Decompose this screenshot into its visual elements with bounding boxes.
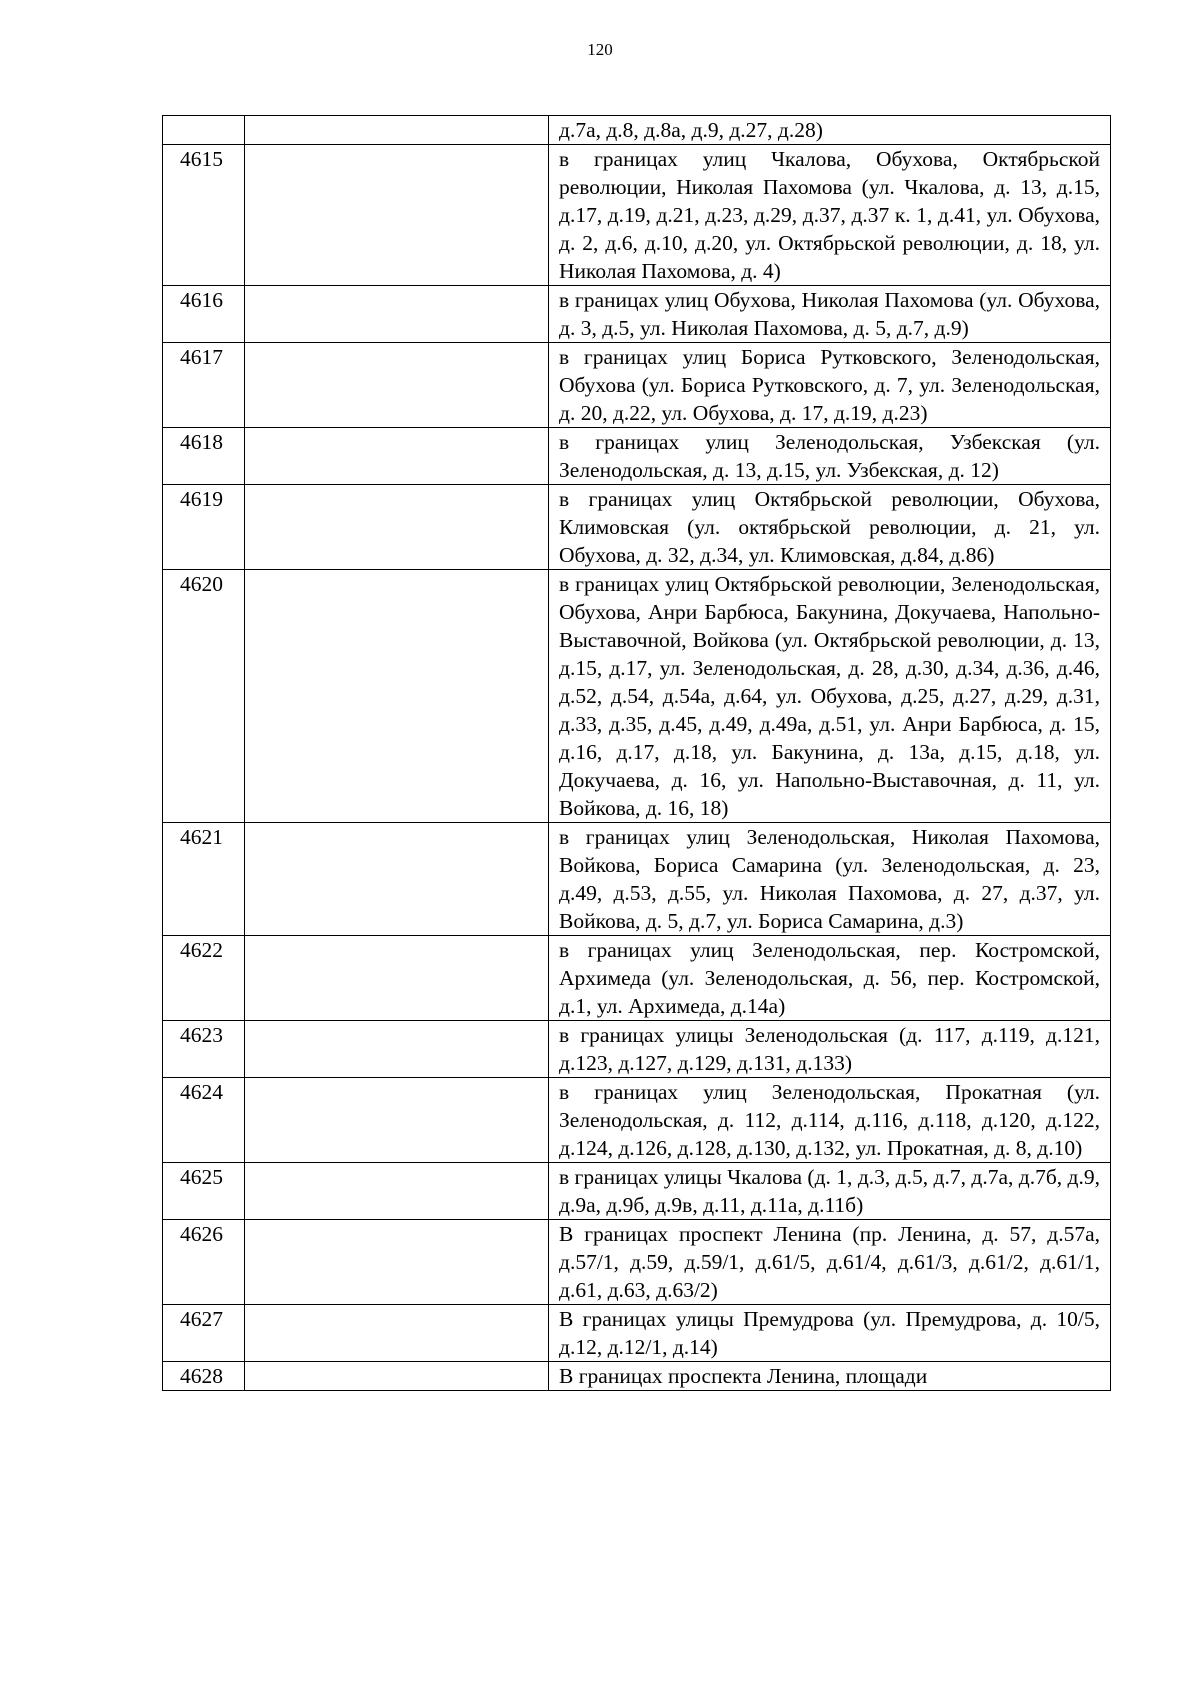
- row-number: 4616: [180, 288, 223, 312]
- row-number-cell: [163, 343, 245, 428]
- table-row: [163, 1021, 1111, 1078]
- row-description-cell: [549, 570, 1111, 823]
- row-description: в границах улиц Обухова, Николая Пахомова (ул. Обухова, д. 3, д.5, ул. Николая Пахомова, д. 5, д.7, д.9): [559, 288, 1100, 340]
- row-number: 4624: [180, 1080, 223, 1104]
- empty-cell: [245, 1021, 549, 1078]
- row-number-cell: [163, 116, 245, 145]
- empty-cell: [245, 343, 549, 428]
- row-number-cell: [163, 428, 245, 485]
- row-number: 4619: [180, 487, 223, 511]
- row-number: 4618: [180, 430, 223, 454]
- row-description-cell: [549, 343, 1111, 428]
- row-description: в границах улиц Зеленодольская, Прокатная (ул. Зеленодольская, д. 112, д.114, д.116, д.118, д.120, д.122, д.124, д.126, д.128, д.130, д.132, ул. Прокатная, д. 8, д.10): [559, 1080, 1100, 1160]
- row-number-cell: [163, 145, 245, 286]
- table-row: [163, 1220, 1111, 1305]
- empty-cell: [245, 1362, 549, 1391]
- row-description-cell: [549, 936, 1111, 1021]
- table-row: [163, 343, 1111, 428]
- row-description: в границах улиц Зеленодольская, Николая Пахомова, Войкова, Бориса Самарина (ул. Зеленодольская, д. 23, д.49, д.53, д.55, ул. Николая Пахомова, д. 27, д.37, ул. Войкова, д. 5, д.7, ул. Бориса Самарина, д.3): [559, 825, 1100, 933]
- empty-cell: [245, 1220, 549, 1305]
- row-description: В границах проспект Ленина (пр. Ленина, д. 57, д.57а, д.57/1, д.59, д.59/1, д.61/5, д.61/4, д.61/3, д.61/2, д.61/1, д.61, д.63, д.63/2): [559, 1222, 1100, 1302]
- row-description-cell: [549, 1163, 1111, 1220]
- empty-cell: [245, 1305, 549, 1362]
- table-row: [163, 485, 1111, 570]
- table-row: [163, 823, 1111, 936]
- empty-cell: [245, 116, 549, 145]
- row-description-cell: [549, 1021, 1111, 1078]
- row-number-cell: [163, 1163, 245, 1220]
- row-number-cell: [163, 1362, 245, 1391]
- row-number-cell: [163, 1021, 245, 1078]
- row-description: в границах улиц Зеленодольская, Узбекская (ул. Зеленодольская, д. 13, д.15, ул. Узбекская, д. 12): [559, 430, 1100, 482]
- row-description-cell: [549, 823, 1111, 936]
- empty-cell: [245, 286, 549, 343]
- row-description: д.7а, д.8, д.8а, д.9, д.27, д.28): [559, 118, 823, 142]
- empty-cell: [245, 485, 549, 570]
- page-number: 120: [587, 40, 613, 59]
- row-number: 4628: [180, 1364, 223, 1388]
- table-row: [163, 1163, 1111, 1220]
- row-number: 4626: [180, 1222, 223, 1246]
- row-number: 4627: [180, 1307, 223, 1331]
- row-number: 4621: [180, 825, 223, 849]
- row-number: 4615: [180, 147, 223, 171]
- empty-cell: [245, 823, 549, 936]
- empty-cell: [245, 570, 549, 823]
- row-number: 4620: [180, 572, 223, 596]
- row-description: В границах проспекта Ленина, площади: [559, 1364, 928, 1388]
- table-row: [163, 1305, 1111, 1362]
- row-number-cell: [163, 286, 245, 343]
- empty-cell: [245, 1163, 549, 1220]
- row-description: в границах улиц Чкалова, Обухова, Октябрьской революции, Николая Пахомова (ул. Чкалова, д. 13, д.15, д.17, д.19, д.21, д.23, д.29, д.37, д.37 к. 1, д.41, ул. Обухова, д. 2, д.6, д.10, д.20, ул. Октябрьской революции, д. 18, ул. Николая Пахомова, д. 4): [559, 147, 1100, 283]
- row-description-cell: [549, 145, 1111, 286]
- empty-cell: [245, 936, 549, 1021]
- row-description-cell: [549, 1220, 1111, 1305]
- table-row: [163, 570, 1111, 823]
- table-row: [163, 145, 1111, 286]
- row-number-cell: [163, 1305, 245, 1362]
- row-number: 4623: [180, 1023, 223, 1047]
- row-number: 4617: [180, 345, 223, 369]
- table-row: [163, 1362, 1111, 1391]
- row-number: 4622: [180, 938, 223, 962]
- row-number-cell: [163, 1078, 245, 1163]
- row-number-cell: [163, 570, 245, 823]
- row-description-cell: [549, 428, 1111, 485]
- row-description-cell: [549, 1362, 1111, 1391]
- row-number-cell: [163, 823, 245, 936]
- row-number-cell: [163, 1220, 245, 1305]
- row-description: в границах улиц Бориса Рутковского, Зеленодольская, Обухова (ул. Бориса Рутковского, д. 7, ул. Зеленодольская, д. 20, д.22, ул. Обухова, д. 17, д.19, д.23): [559, 345, 1100, 425]
- row-description-cell: [549, 1078, 1111, 1163]
- empty-cell: [245, 1078, 549, 1163]
- row-description-cell: [549, 286, 1111, 343]
- row-number: 4625: [180, 1165, 223, 1189]
- row-description: в границах улиц Октябрьской революции, Обухова, Климовская (ул. октябрьской революции, д. 21, ул. Обухова, д. 32, д.34, ул. Климовская, д.84, д.86): [559, 487, 1100, 567]
- table-row: [163, 936, 1111, 1021]
- table-row: [163, 1078, 1111, 1163]
- row-description: в границах улицы Зеленодольская (д. 117, д.119, д.121, д.123, д.127, д.129, д.131, д.133): [559, 1023, 1100, 1075]
- row-number-cell: [163, 936, 245, 1021]
- row-number-cell: [163, 485, 245, 570]
- row-description: в границах улиц Октябрьской революции, Зеленодольская, Обухова, Анри Барбюса, Бакунина, Докучаева, Напольно-Выставочной, Войкова (ул. Октябрьской революции, д. 13, д.15, д.17, ул. Зеленодольская, д. 28, д.30, д.34, д.36, д.46, д.52, д.54, д.54а, д.64, ул. Обухова, д.25, д.27, д.29, д.31, д.33, д.35, д.45, д.49, д.49а, д.51, ул. Анри Барбюса, д. 15, д.16, д.17, д.18, ул. Бакунина, д. 13а, д.15, д.18, ул. Докучаева, д. 16, ул. Напольно-Выставочная, д. 11, ул. Войкова, д. 16, 18): [559, 572, 1100, 820]
- row-description: в границах улицы Чкалова (д. 1, д.3, д.5, д.7, д.7а, д.7б, д.9, д.9а, д.9б, д.9в, д.11, д.11а, д.11б): [559, 1165, 1100, 1217]
- empty-cell: [245, 145, 549, 286]
- table-row: [163, 286, 1111, 343]
- address-table: [162, 115, 1111, 1391]
- empty-cell: [245, 428, 549, 485]
- row-description: В границах улицы Премудрова (ул. Премудрова, д. 10/5, д.12, д.12/1, д.14): [559, 1307, 1100, 1359]
- row-description-cell: [549, 1305, 1111, 1362]
- row-description-cell: [549, 485, 1111, 570]
- table-row: [163, 116, 1111, 145]
- row-description: в границах улиц Зеленодольская, пер. Костромской, Архимеда (ул. Зеленодольская, д. 56, пер. Костромской, д.1, ул. Архимеда, д.14а): [559, 938, 1100, 1018]
- row-description-cell: [549, 116, 1111, 145]
- table-row: [163, 428, 1111, 485]
